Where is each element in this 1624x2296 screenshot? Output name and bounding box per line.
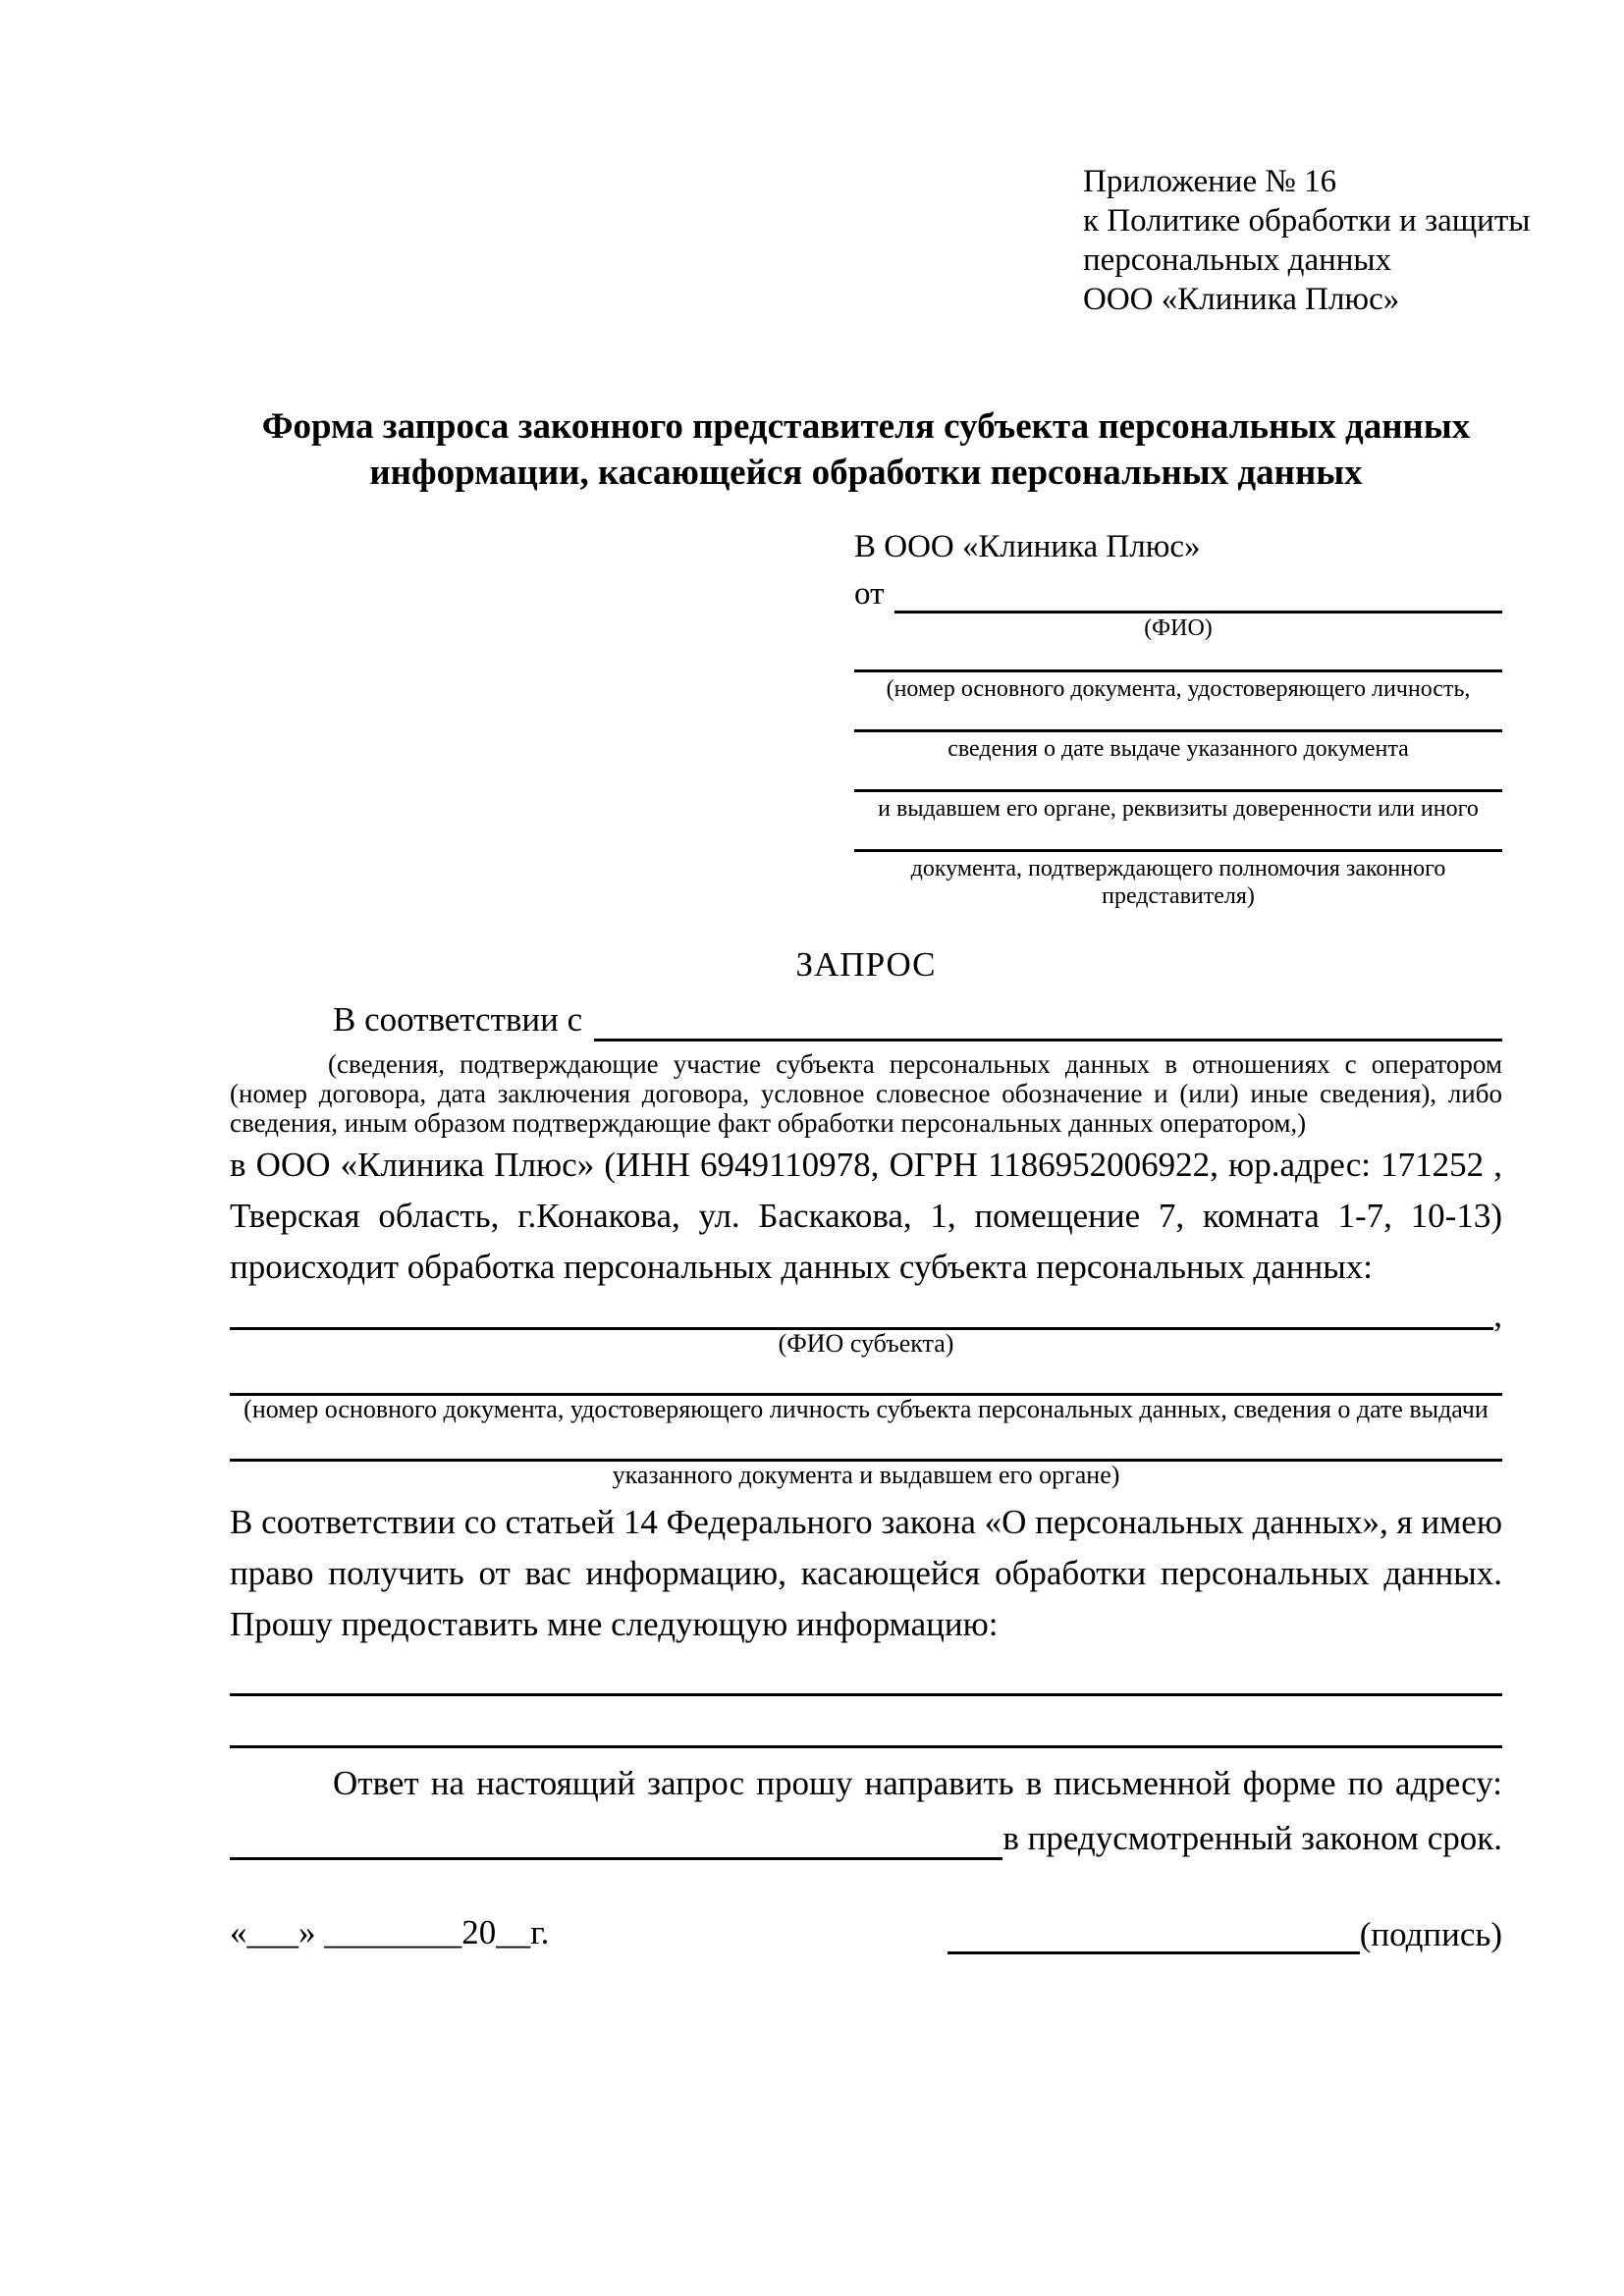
accordance-prefix: В соответствии с — [333, 1000, 583, 1039]
blank-caption: сведения о дате выдаче указанного документа — [947, 736, 1409, 762]
addressee-block — [854, 525, 1502, 910]
law-paragraph: В соответствии со статьей 14 Федерального закона «О персональных данных», я имею право получить от вас информацию, касающейся обработки персональных данных. Прошу предоставить мне следующую информацию: — [230, 1503, 1502, 1643]
fill-in-line — [854, 715, 1502, 732]
subject-doc-row — [230, 1373, 1502, 1396]
signature-block — [947, 1915, 1502, 1954]
from-fill-in-line — [894, 575, 1503, 614]
blank-caption: и выдавшем его органе, реквизиты доверенности или иного — [878, 796, 1479, 822]
appendix-header — [1083, 162, 1531, 319]
blank-caption: (номер основного документа, удостоверяющего личность, — [886, 676, 1471, 702]
addressee-blank-row — [854, 715, 1502, 763]
appendix-header-line-3: персональных данных — [1083, 242, 1392, 278]
footer-row — [230, 1911, 1502, 1954]
accordance-fill-in-line — [594, 1003, 1502, 1041]
form-title-line-1: Форма запроса законного представителя субъекта персональных данных — [261, 406, 1471, 447]
reply-address-row — [230, 1809, 1502, 1860]
appendix-header-line-1: Приложение № 16 — [1083, 164, 1337, 199]
fill-in-line — [230, 1373, 1502, 1396]
reply-suffix: в предусмотренный законом срок. — [1002, 1819, 1502, 1857]
appendix-header-line-2: к Политике обработки и защиты — [1083, 203, 1531, 239]
form-title — [230, 403, 1502, 496]
signature-caption: (подпись) — [1359, 1915, 1502, 1953]
form-title-line-2: информации, касающейся обработки персональных данных — [369, 453, 1363, 493]
operator-paragraph: в ООО «Клиника Плюс» (ИНН 6949110978, ОГРН 1186952006922, юр.адрес: 171252 , Тверская область, г.Конакова, ул. Баскакова, 1, помещение 7, комната 1-7, 10-13) происходит обработка персональных данных субъекта персональных данных: — [230, 1146, 1502, 1286]
answer-fill-in-line — [230, 1745, 1502, 1748]
subject-doc-row — [230, 1439, 1502, 1462]
trailing-comma: , — [1493, 1296, 1502, 1334]
fill-in-line — [230, 1308, 1493, 1330]
request-heading: ЗАПРОС — [795, 945, 937, 984]
reply-paragraph: Ответ на настоящий запрос прошу направить в письменной форме по адресу: — [333, 1764, 1502, 1802]
addressee-blank-row — [854, 774, 1502, 823]
addressee-blank-row — [854, 655, 1502, 703]
date-line: «___» ________20__г. — [230, 1913, 550, 1951]
subject-doc-caption-1: (номер основного документа, удостоверяющего личность субъекта персональных данных, сведения о дате выдачи — [244, 1395, 1489, 1423]
fill-in-line — [854, 655, 1502, 672]
subject-fio-caption: (ФИО субъекта) — [778, 1329, 954, 1358]
accordance-row — [230, 994, 1502, 1041]
appendix-header-line-4: ООО «Клиника Плюс» — [1083, 282, 1400, 317]
subject-doc-caption-2: указанного документа и выдавшем его органе) — [612, 1461, 1120, 1489]
from-label: от — [854, 576, 885, 612]
addressee-organization: В ООО «Клиника Плюс» — [854, 529, 1201, 564]
address-fill-in-line — [230, 1828, 1002, 1860]
fill-in-line — [230, 1439, 1502, 1462]
blank-caption: документа, подтверждающего полномочия законного представителя) — [910, 856, 1446, 909]
accordance-note: (сведения, подтверждающие участие субъекта персональных данных в отношениях с оператором (номер договора, дата заключения договора, условное словесное обозначение и (или) иные сведения), либо сведения, иным образом подтверждающие факт обработки персональных данных оператором,) — [230, 1049, 1502, 1138]
signature-fill-in-line — [947, 1918, 1360, 1954]
from-row — [854, 568, 1502, 614]
addressee-blank-row — [854, 834, 1502, 910]
fio-caption: (ФИО) — [1144, 615, 1213, 641]
fill-in-line — [854, 834, 1502, 852]
subject-fio-row — [230, 1296, 1502, 1334]
fill-in-line — [854, 774, 1502, 792]
answer-fill-in-line — [230, 1693, 1502, 1696]
